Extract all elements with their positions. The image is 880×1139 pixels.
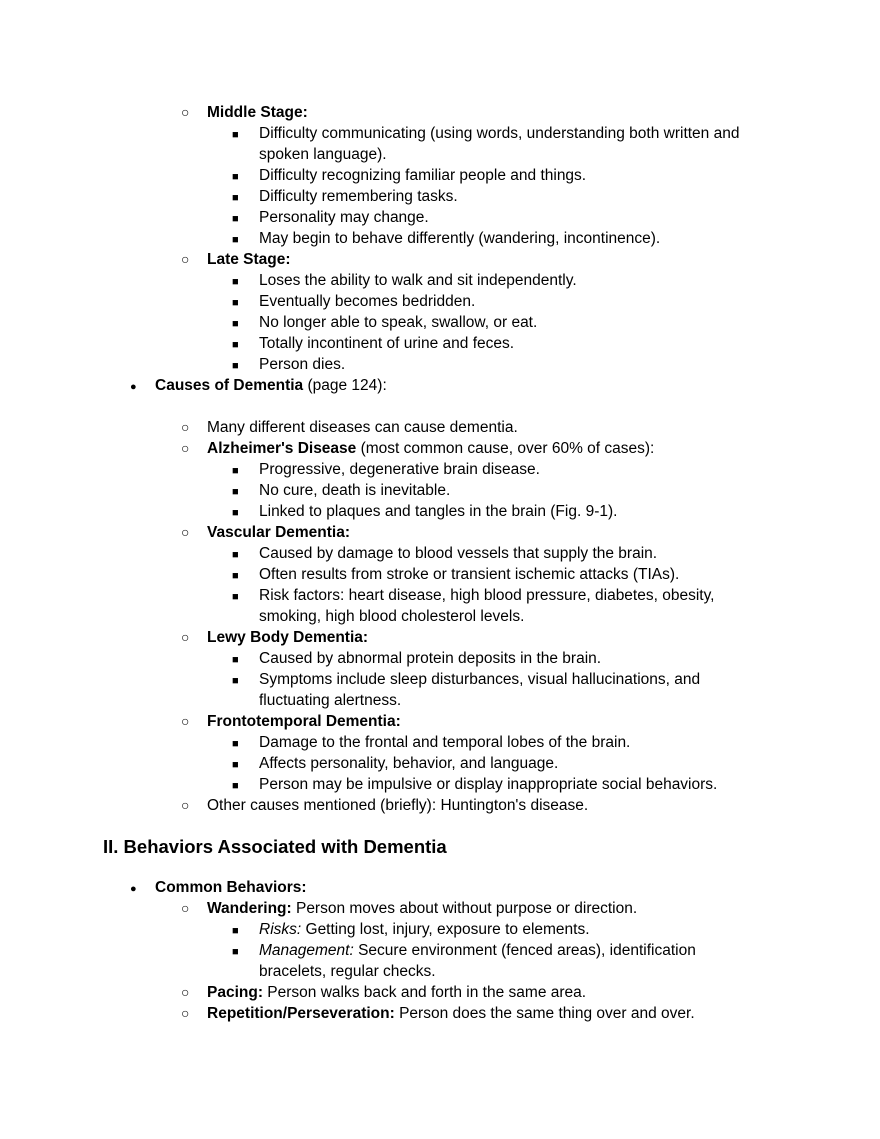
square-bullet-icon (232, 774, 239, 797)
late-stage-title: Late Stage: (207, 251, 291, 268)
pacing-label: Pacing: (207, 984, 263, 1001)
causes-page-ref: (page 124): (303, 377, 387, 394)
list-item-text: fluctuating alertness. (259, 692, 402, 709)
circle-bullet-icon (181, 102, 189, 123)
circle-bullet-icon (181, 982, 189, 1003)
square-bullet-icon (232, 501, 239, 524)
square-bullet-icon (232, 123, 239, 146)
list-item-text: Risk factors: heart disease, high blood pressure, diabetes, obesity, (259, 587, 715, 604)
square-bullet-icon (232, 459, 239, 482)
risks-label: Risks: (259, 921, 302, 938)
risks-text: Getting lost, injury, exposure to elements. (301, 921, 590, 938)
frontotemporal-title: Frontotemporal Dementia: (207, 713, 401, 730)
disc-bullet-icon (130, 375, 137, 398)
square-bullet-icon (232, 312, 239, 335)
list-item-text: Loses the ability to walk and sit independently. (259, 272, 577, 289)
square-bullet-icon (232, 753, 239, 776)
alzheimers-note: (most common cause, over 60% of cases): (356, 440, 655, 457)
common-behaviors-title: Common Behaviors: (155, 879, 307, 896)
square-bullet-icon (232, 543, 239, 566)
list-item-text: Affects personality, behavior, and language. (259, 755, 559, 772)
causes-intro: Many different diseases can cause dementia. (207, 419, 518, 436)
square-bullet-icon (232, 270, 239, 293)
square-bullet-icon (232, 648, 239, 671)
circle-bullet-icon (181, 898, 189, 919)
square-bullet-icon (232, 354, 239, 377)
list-item-text: Personality may change. (259, 209, 429, 226)
list-item-text: Eventually becomes bedridden. (259, 293, 476, 310)
list-item-text: Difficulty remembering tasks. (259, 188, 458, 205)
square-bullet-icon (232, 940, 239, 963)
circle-bullet-icon (181, 249, 189, 270)
disc-bullet-icon (130, 877, 137, 900)
circle-bullet-icon (181, 522, 189, 543)
list-item-text: Progressive, degenerative brain disease. (259, 461, 540, 478)
list-item-text: Linked to plaques and tangles in the brain (Fig. 9-1). (259, 503, 618, 520)
circle-bullet-icon (181, 627, 189, 648)
pacing-text: Person walks back and forth in the same area. (262, 984, 587, 1001)
square-bullet-icon (232, 186, 239, 209)
management-label: Management: (259, 942, 354, 959)
list-item-text: Totally incontinent of urine and feces. (259, 335, 515, 352)
square-bullet-icon (232, 585, 239, 608)
other-causes-text: Other causes mentioned (briefly): Huntington's disease. (207, 797, 589, 814)
circle-bullet-icon (181, 417, 189, 438)
square-bullet-icon (232, 207, 239, 230)
list-item-text: Caused by damage to blood vessels that supply the brain. (259, 545, 658, 562)
square-bullet-icon (232, 919, 239, 942)
wandering-text: Person moves about without purpose or direction. (291, 900, 638, 917)
list-item-text: Person dies. (259, 356, 346, 373)
list-item-text: Caused by abnormal protein deposits in the brain. (259, 650, 602, 667)
list-item-text: Difficulty communicating (using words, understanding both written and (259, 125, 740, 142)
list-item-text: spoken language). (259, 146, 387, 163)
list-item-text: Person may be impulsive or display inappropriate social behaviors. (259, 776, 718, 793)
circle-bullet-icon (181, 1003, 189, 1024)
square-bullet-icon (232, 564, 239, 587)
alzheimers-title: Alzheimer's Disease (207, 440, 357, 457)
list-item-text: smoking, high blood cholesterol levels. (259, 608, 525, 625)
causes-title: Causes of Dementia (155, 377, 304, 394)
square-bullet-icon (232, 732, 239, 755)
square-bullet-icon (232, 228, 239, 251)
wandering-label: Wandering: (207, 900, 292, 917)
lewy-title: Lewy Body Dementia: (207, 629, 369, 646)
square-bullet-icon (232, 165, 239, 188)
repetition-label: Repetition/Perseveration: (207, 1005, 395, 1022)
circle-bullet-icon (181, 438, 189, 459)
list-item-text: Damage to the frontal and temporal lobes of the brain. (259, 734, 631, 751)
circle-bullet-icon (181, 795, 189, 816)
section-heading: II. Behaviors Associated with Dementia (103, 836, 447, 857)
square-bullet-icon (232, 480, 239, 503)
repetition-text: Person does the same thing over and over. (394, 1005, 695, 1022)
list-item-text: May begin to behave differently (wandering, incontinence). (259, 230, 661, 247)
list-item-text: Symptoms include sleep disturbances, visual hallucinations, and (259, 671, 701, 688)
list-item-text: No longer able to speak, swallow, or eat. (259, 314, 538, 331)
list-item-text: Difficulty recognizing familiar people and things. (259, 167, 587, 184)
management-text: Secure environment (fenced areas), identification (353, 942, 696, 959)
square-bullet-icon (232, 669, 239, 692)
square-bullet-icon (232, 291, 239, 314)
square-bullet-icon (232, 333, 239, 356)
management-text-continued: bracelets, regular checks. (259, 963, 436, 980)
circle-bullet-icon (181, 711, 189, 732)
middle-stage-title: Middle Stage: (207, 104, 308, 121)
vascular-title: Vascular Dementia: (207, 524, 351, 541)
list-item-text: Often results from stroke or transient ischemic attacks (TIAs). (259, 566, 680, 583)
list-item-text: No cure, death is inevitable. (259, 482, 451, 499)
